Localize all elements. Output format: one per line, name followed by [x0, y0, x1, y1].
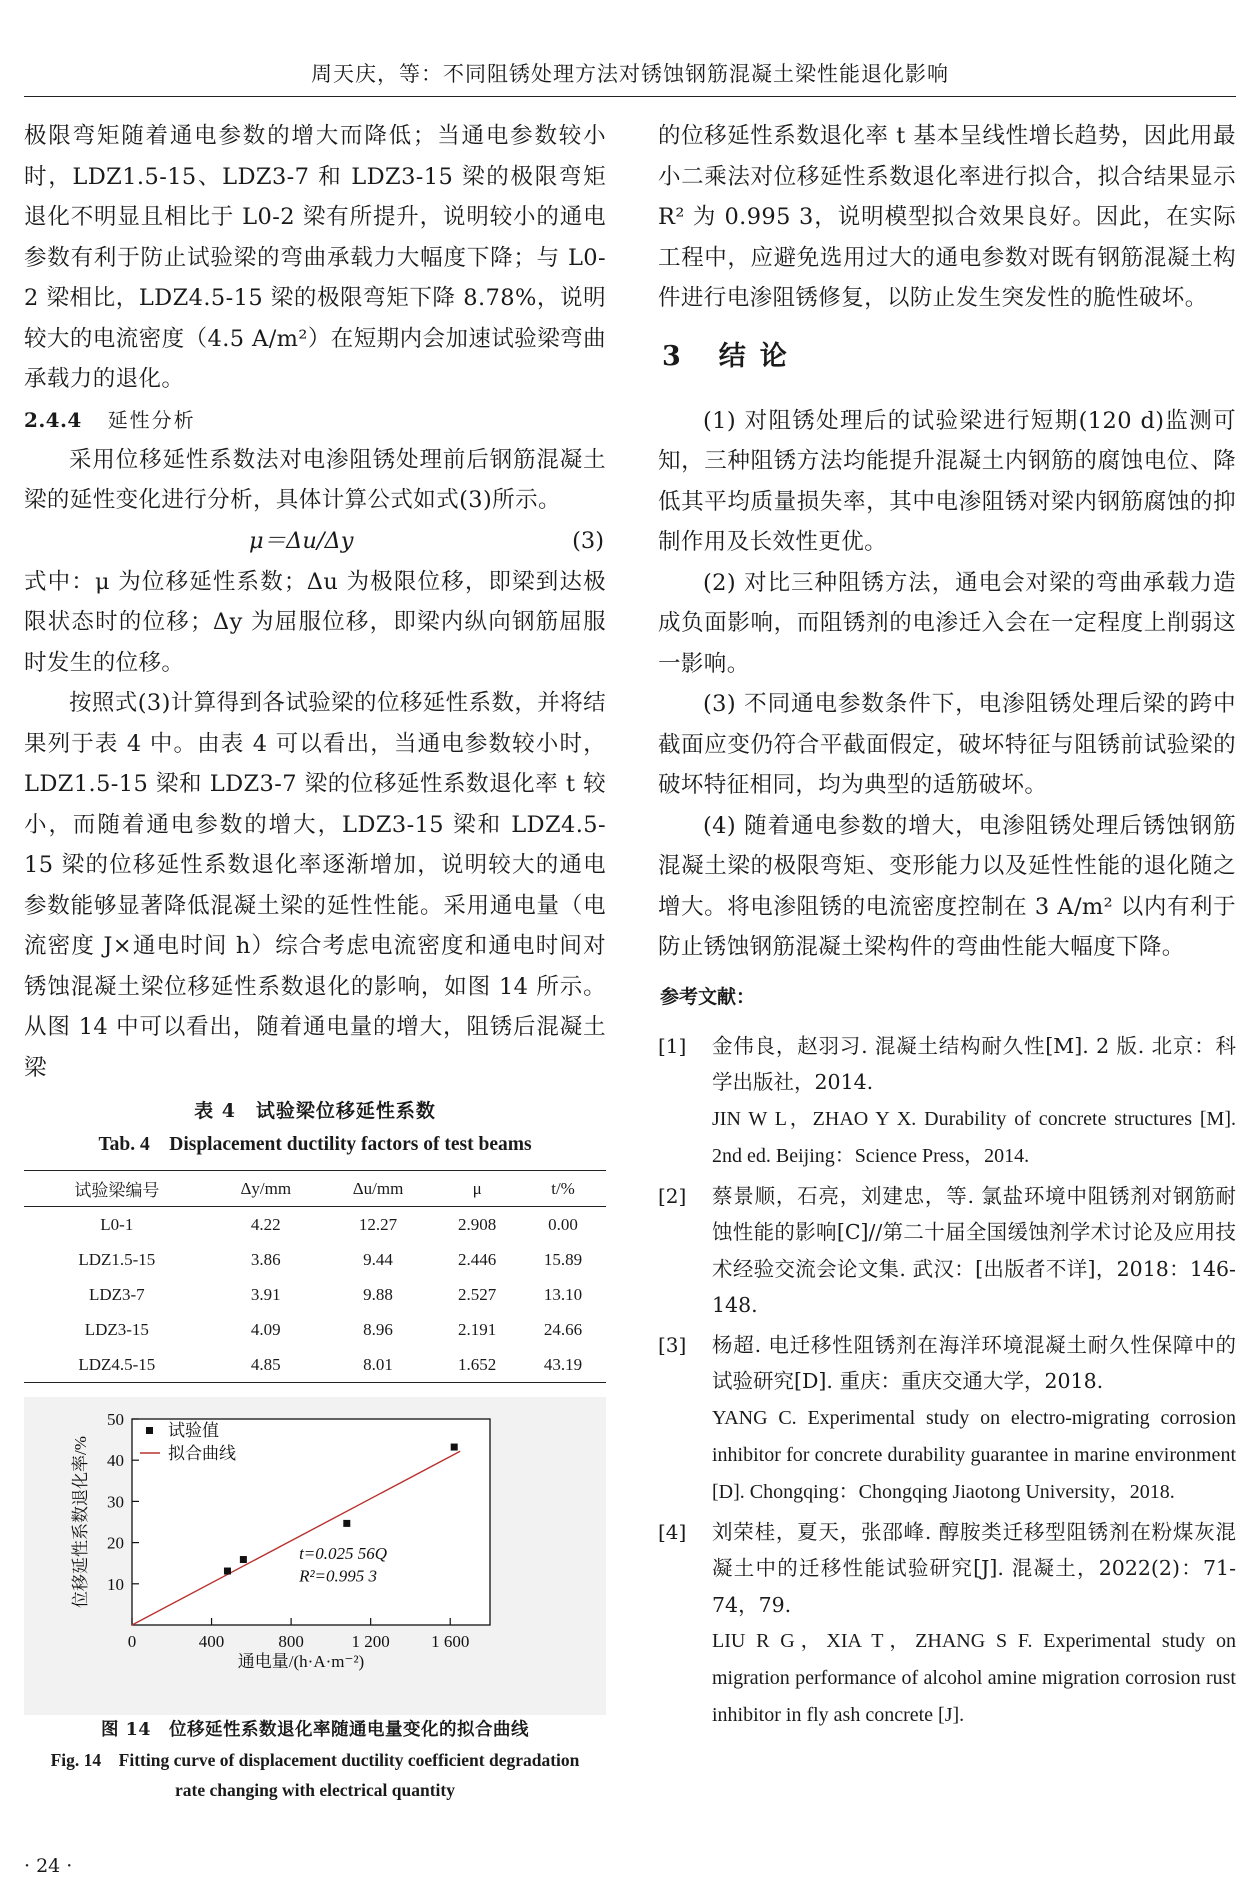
- table-cell: 9.44: [363, 1249, 393, 1269]
- table-cell: 8.96: [363, 1319, 393, 1339]
- reference-item: [658, 1327, 1236, 1511]
- figure14-caption-en-line1: Fig. 14 Fitting curve of displacement ductility coefficient degradation: [50, 1750, 580, 1770]
- table-cell: 3.91: [250, 1284, 281, 1304]
- table-cell: 15.89: [543, 1249, 583, 1269]
- reference-number: [2]: [658, 1183, 687, 1208]
- reference-text-en: JIN W L，ZHAO Y X. Durability of concrete structures [M]. 2nd ed. Beijing：Science Press，2014.: [712, 1107, 1236, 1167]
- x-tick-label: 0: [127, 1632, 137, 1651]
- reference-item: [658, 1178, 1236, 1324]
- reference-item: [658, 1514, 1236, 1735]
- subsection-title: 延性分析: [107, 407, 196, 432]
- table-row: [24, 1207, 606, 1243]
- column-header: t/%: [520, 1171, 606, 1207]
- conclusion-2: (2) 对比三种阻锈方法，通电会对梁的弯曲承载力造成负面影响，而阻锈剂的电渗迁入会在一定程度上削弱这一影响。: [658, 569, 1236, 677]
- equation-3: [24, 521, 606, 562]
- fit-equation-annotation: t=0.025 56Q: [299, 1544, 388, 1564]
- table4: [24, 1170, 606, 1383]
- figure14-chart: [24, 1397, 606, 1715]
- column-header: 试验梁编号: [24, 1171, 210, 1207]
- x-tick-label: 1 200: [351, 1632, 390, 1651]
- y-tick-label: 40: [107, 1451, 124, 1471]
- y-tick-label: 30: [107, 1492, 124, 1512]
- reference-number: [1]: [658, 1033, 687, 1058]
- r-squared-annotation: R²=0.995 3: [299, 1566, 378, 1586]
- table-cell: 4.85: [210, 1347, 322, 1383]
- table-cell: LDZ1.5-15: [78, 1249, 156, 1269]
- section-number: 3: [662, 340, 681, 372]
- table-cell: 2.446: [458, 1249, 497, 1269]
- table-cell: LDZ3-15: [84, 1319, 149, 1339]
- data-point: [343, 1520, 350, 1527]
- table-cell: 4.09: [250, 1319, 281, 1339]
- right-column: [658, 116, 1236, 1737]
- table4-caption-cn: 表 4 试验梁位移延性系数: [194, 1100, 436, 1122]
- conclusion-4: (4) 随着通电参数的增大，电渗阻锈处理后锈蚀钢筋混凝土梁的极限弯矩、变形能力以及延性性能的退化随之增大。将电渗阻锈的电流密度控制在 3 A/m² 以内有利于防止锈蚀钢筋混凝土梁构件的弯曲性能大幅度下降。: [658, 812, 1236, 960]
- table4-caption-en: Tab. 4 Displacement ductility factors of test beams: [98, 1134, 532, 1155]
- section-title: 结论: [718, 340, 801, 372]
- table-cell: 2.908: [458, 1214, 497, 1234]
- y-tick-label: 10: [107, 1574, 124, 1594]
- legend-point-marker: [146, 1427, 153, 1434]
- y-tick-label: 20: [107, 1533, 124, 1553]
- table-row: [24, 1242, 606, 1277]
- table-row: [24, 1277, 606, 1312]
- section-heading-conclusion: [662, 337, 1236, 377]
- table-cell: 1.652: [434, 1347, 520, 1383]
- column-header: Δu/mm: [322, 1171, 434, 1207]
- x-axis-label: 通电量/(h·A·m⁻²): [237, 1652, 365, 1671]
- table-cell: 8.01: [322, 1347, 434, 1383]
- reference-text-cn: 刘荣桂，夏天，张邵峰. 醇胺类迁移型阻锈剂在粉煤灰混凝土中的迁移性能试验研究[J]. 混凝土，2022(2)：71-74，79.: [712, 1519, 1236, 1617]
- references-heading: 参考文献：: [660, 985, 756, 1008]
- data-point: [240, 1556, 247, 1563]
- figure14-svg: [24, 1397, 606, 1715]
- x-tick-label: 800: [278, 1632, 304, 1651]
- y-tick-label: 50: [107, 1410, 124, 1429]
- reference-text-cn: 杨超. 电迁移性阻锈剂在海洋环境混凝土耐久性保障中的试验研究[D]. 重庆：重庆交通大学，2018.: [712, 1332, 1236, 1393]
- equation-formula: μ＝Δu/Δy: [249, 527, 354, 554]
- table-cell: 2.527: [458, 1284, 497, 1304]
- conclusion-1: (1) 对阻锈处理后的试验梁进行短期(120 d)监测可知，三种阻锈方法均能提升混凝土内钢筋的腐蚀电位、降低其平均质量损失率，其中电渗阻锈对梁内钢筋腐蚀的抑制作用及长效性更优。: [658, 407, 1236, 555]
- column-header: Δy/mm: [210, 1171, 322, 1207]
- table-cell: L0-1: [100, 1214, 134, 1234]
- table-row: [24, 1347, 606, 1383]
- reference-text-en: YANG C. Experimental study on electro-migrating corrosion inhibitor for concrete durability guarantee in marine environment [D]. Chongqing：Chongqing Jiaotong University，2018.: [712, 1406, 1236, 1503]
- page-number: · 24 ·: [24, 1855, 73, 1877]
- table-cell: 13.10: [543, 1284, 583, 1304]
- reference-number: [3]: [658, 1332, 687, 1357]
- figure14-caption-en-line2: rate changing with electrical quantity: [175, 1780, 455, 1800]
- legend-label-line: 拟合曲线: [168, 1444, 236, 1463]
- paragraph-flexural-conclusion: 极限弯矩随着通电参数的增大而降低；当通电参数较小时，LDZ1.5-15、LDZ3-7 和 LDZ3-15 梁的极限弯矩退化不明显且相比于 L0-2 梁有所提升，说明较小的通电参数有利于防止试验梁的弯曲承载力大幅度下降；与 L0-2 梁相比，LDZ4.5-15 梁的极限弯矩下降 8.78%，说明较大的电流密度（4.5 A/m²）在短期内会加速试验梁弯曲承载力的退化。: [24, 123, 606, 392]
- table-cell: 24.66: [543, 1319, 583, 1339]
- table-cell: 3.86: [250, 1249, 281, 1269]
- reference-text-cn: 蔡景顺，石亮，刘建忠，等. 氯盐环境中阻锈剂对钢筋耐蚀性能的影响[C]//第二十届全国缓蚀剂学术讨论及应用技术经验交流会论文集. 武汉：[出版者不详]，2018：146-148.: [712, 1183, 1236, 1317]
- x-tick-label: 1 600: [431, 1632, 470, 1651]
- running-header: 周天庆，等：不同阻锈处理方法对锈蚀钢筋混凝土梁性能退化影响: [24, 52, 1236, 97]
- table-header-row: [24, 1171, 606, 1207]
- paragraph-equation-definitions: 式中：μ 为位移延性系数；Δu 为极限位移，即梁到达极限状态时的位移；Δy 为屈服位移，即梁内纵向钢筋屈服时发生的位移。: [24, 568, 606, 676]
- conclusion-3: (3) 不同通电参数条件下，电渗阻锈处理后梁的跨中截面应变仍符合平截面假定，破坏特征与阻锈前试验梁的破坏特征相同，均为典型的适筋破坏。: [658, 691, 1236, 798]
- reference-item: [658, 1028, 1236, 1175]
- subsection-number: 2.4.4: [24, 407, 82, 432]
- table-row: [24, 1312, 606, 1347]
- table-cell: 9.88: [363, 1284, 393, 1304]
- left-column: [24, 116, 606, 1805]
- paragraph-ductility-method: 采用位移延性系数法对电渗阻锈处理前后钢筋混凝土梁的延性变化进行分析，具体计算公式如式(3)所示。: [24, 446, 606, 513]
- table-cell: 4.22: [250, 1214, 281, 1234]
- table-cell: 0.00: [548, 1214, 578, 1234]
- x-tick-label: 400: [198, 1632, 225, 1651]
- data-point: [451, 1444, 458, 1451]
- subsection-heading: [24, 400, 606, 440]
- table-cell: LDZ4.5-15: [24, 1347, 210, 1383]
- table-cell: 2.191: [458, 1319, 497, 1339]
- reference-number: [4]: [658, 1519, 687, 1544]
- table-cell: LDZ3-7: [88, 1284, 145, 1304]
- figure14-caption-cn: 图 14 位移延性系数退化率随通电量变化的拟合曲线: [101, 1720, 529, 1740]
- paragraph-fitting-result: 的位移延性系数退化率 t 基本呈线性增长趋势，因此用最小二乘法对位移延性系数退化率进行拟合，拟合结果显示 R² 为 0.995 3，说明模型拟合效果良好。因此，在实际工程中，应避免选用过大的通电参数对既有钢筋混凝土构件进行电渗阻锈修复，以防止发生突发性的脆性破坏。: [658, 123, 1236, 311]
- equation-number: (3): [572, 527, 604, 554]
- paragraph-table4-discussion: 按照式(3)计算得到各试验梁的位移延性系数，并将结果列于表 4 中。由表 4 可以看出，当通电参数较小时，LDZ1.5-15 梁和 LDZ3-7 梁的位移延性系数退化率 t 较小，而随着通电参数的增大，LDZ3-15 梁和 LDZ4.5-15 梁的位移延性系数退化率逐渐增加，说明较大的通电参数能够显著降低混凝土梁的延性性能。采用通电量（电流密度 J×通电时间 h）综合考虑电流密度和通电时间对锈蚀混凝土梁位移延性系数退化的影响，如图 14 所示。从图 14 中可以看出，随着通电量的增大，阻锈后混凝土梁: [24, 690, 606, 1081]
- column-header: μ: [434, 1171, 520, 1207]
- reference-text-cn: 金伟良，赵羽习. 混凝土结构耐久性[M]. 2 版. 北京：科学出版社，2014.: [712, 1033, 1236, 1094]
- legend-label-points: 试验值: [168, 1421, 219, 1440]
- y-axis-label: 位移延性系数退化率/%: [71, 1436, 90, 1608]
- reference-text-en: LIU R G，XIA T，ZHANG S F. Experimental study on migration performance of alcohol amine migration corrosion rust inhibitor in fly ash concrete [J].: [712, 1630, 1236, 1726]
- table-cell: 12.27: [358, 1214, 398, 1234]
- data-point: [224, 1568, 231, 1575]
- table-cell: 43.19: [520, 1347, 606, 1383]
